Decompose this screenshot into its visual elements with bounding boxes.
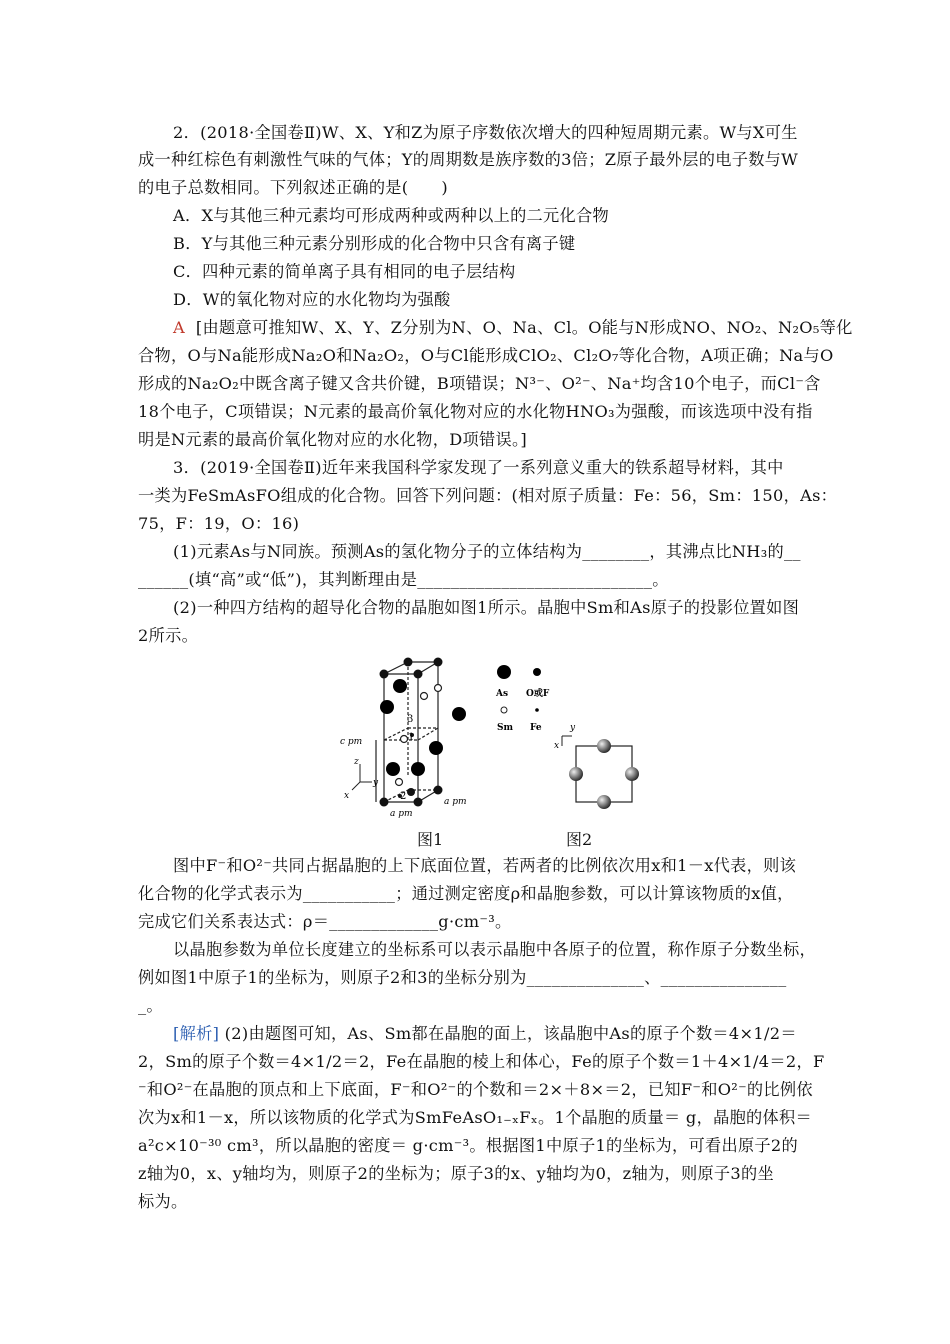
a-pm-label-2: a pm [444,797,467,807]
analysis-line-4: 次为x和1－x，所以该物质的化学式为SmFeAsO₁₋ₓFₓ。1个晶胞的质量＝ g，晶胞的体积＝ [138,1108,813,1127]
q3-part2-line-3: 图中F⁻和O²⁻共同占据晶胞的上下底面位置，若两者的比例依次用x和1－x代表，则该 [173,856,797,875]
analysis-line-2: 2，Sm的原子个数＝4×1/2＝2，Fe在晶胞的棱上和体心，Fe的原子个数＝1＋4×1/4＝2，F [138,1052,825,1071]
q2-answer-line-1 [173,318,853,338]
q2-answer-line-2: 合物，O与Na能形成Na₂O和Na₂O₂，O与Cl能形成ClO₂、Cl₂O₇等化合物，A项正确；Na与O [138,346,834,365]
atom-label-2: 2 [400,791,407,802]
q3-stem-line-1: 3．(2019·全国卷Ⅱ)近年来我国科学家发现了一系列意义重大的铁系超导材料，其中 [173,458,784,477]
analysis-text: (2)由题图可知，As、Sm都在晶胞的面上，该晶胞中As的原子个数＝4×1/2＝ [224,1024,797,1043]
analysis-line-7: 标为。 [138,1192,188,1211]
legend-of-label: O或F [526,689,550,699]
axes-icon [352,764,372,790]
analysis-tag: [解析] [173,1024,220,1043]
fig2-axis-y: y [570,723,576,733]
answer-text: [由题意可推知W、X、Y、Z分别为N、O、Na、Cl。O能与N形成NO、NO₂、N₂O₅等化 [195,318,853,337]
q3-part2-line-5: 完成它们关系表达式：ρ＝_____________g·cm⁻³。 [138,912,512,931]
legend-sm-marker [501,707,507,713]
fig2-atoms [569,739,639,809]
q3-part1-line-1: (1)元素As与N同族。预测As的氢化物分子的立体结构为________，其沸点比NH₃的__ [173,542,801,561]
legend-fe-label: Fe [530,723,542,733]
unit-cell-frame [376,662,438,802]
axis-z: z [354,757,359,767]
q3-stem-line-3: 75，F：19，O：16) [138,514,300,533]
legend-as-marker [497,665,511,679]
crystal-cell-figure [340,652,660,847]
q3-stem-line-2: 一类为FeSmAsFO组成的化合物。回答下列问题：(相对原子质量：Fe：56，Sm：150，As： [138,486,838,505]
fig2-caption: 图2 [566,830,593,849]
c-pm-label: c pm [340,737,363,747]
fig2-axes [562,736,572,746]
q3-part1-line-2: ______(填“高”或“低”)，其判断理由是____________________________。 [138,570,669,589]
q3-part2-line-6: 以晶胞参数为单位长度建立的坐标系可以表示晶胞中各原子的位置，称作原子分数坐标， [173,940,817,959]
analysis-line-5: a²c×10⁻³⁰ cm³，所以晶胞的密度＝ g·cm⁻³。根据图1中原子1的坐标为，可看出原子2的 [138,1136,798,1155]
q3-part2-line-2: 2所示。 [138,626,199,645]
atom-label-3: 3 [407,714,414,725]
a-pm-label-1: a pm [390,809,413,819]
q2-answer-line-4: 18个电子，C项错误；N元素的最高价氧化物对应的水化物HNO₃为强酸，而该选项中没有指 [138,402,813,421]
atom-label-1: 1 [408,732,415,743]
q2-answer-line-3: 形成的Na₂O₂中既含离子键又含共价键，B项错误；N³⁻、O²⁻、Na⁺均含10个电子，而Cl⁻含 [138,374,821,393]
answer-letter: A [173,318,185,337]
q3-part2-line-8: _。 [138,996,163,1015]
q3-part2-line-4: 化合物的化学式表示为___________；通过测定密度ρ和晶胞参数，可以计算该物质的x值， [138,884,794,903]
analysis-line-3: ⁻和O²⁻在晶胞的顶点和上下底面，F⁻和O²⁻的个数和＝2×＋8×＝2，已知F⁻和O²⁻的比例依 [138,1080,813,1099]
fig2-axis-x: x [554,741,560,751]
q2-stem-line-2: 成一种红棕色有刺激性气味的气体；Y的周期数是族序数的3倍；Z原子最外层的电子数与W [138,150,799,169]
q2-stem-line-1: 2．(2018·全国卷Ⅱ)W、X、Y和Z为原子序数依次增大的四种短周期元素。W与X可生 [173,123,798,142]
q2-stem-line-3: 的电子总数相同。下列叙述正确的是( ) [138,178,449,197]
legend-as-label: As [496,689,509,699]
analysis-line-1 [173,1024,797,1044]
fig1-caption: 图1 [417,830,444,849]
axis-x: x [344,791,350,801]
legend-fe-marker [535,708,539,712]
fig2-projection-square [576,746,632,802]
q3-part2-line-7: 例如图1中原子1的坐标为，则原子2和3的坐标分别为______________、_______________ [138,968,787,987]
q2-answer-line-5: 明是N元素的最高价氧化物对应的水化物，D项错误。] [138,430,527,449]
legend-sm-label: Sm [497,723,514,733]
analysis-line-6: z轴为0，x、y轴均为，则原子2的坐标为；原子3的x、y轴均为0，z轴为，则原子3的坐 [138,1164,774,1183]
q2-option-b: B．Y与其他三种元素分别形成的化合物中只含有离子键 [173,234,576,253]
legend-of-marker [533,668,541,676]
q2-option-a: A．X与其他三种元素均可形成两种或两种以上的二元化合物 [173,206,609,225]
q3-part2-line-1: (2)一种四方结构的超导化合物的晶胞如图1所示。晶胞中Sm和As原子的投影位置如图 [173,598,800,617]
q2-option-c: C．四种元素的简单离子具有相同的电子层结构 [173,262,516,281]
q2-option-d: D．W的氧化物对应的水化物均为强酸 [173,290,451,309]
axis-y: y [373,778,379,788]
